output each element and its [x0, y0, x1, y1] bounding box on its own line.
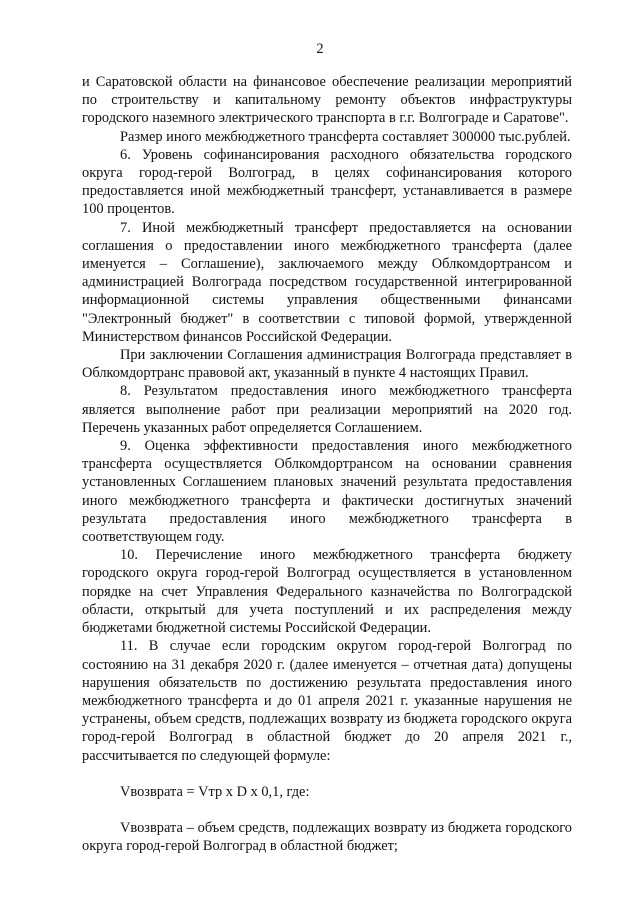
- paragraph-continuation: и Саратовской области на финансовое обеспечение реализации мероприятий по строительству и капитальному ремонту объектов инфраструктуры городского наземного электрического транспорта в г.г. Волгограде и Саратове".: [82, 74, 572, 127]
- paragraph-7-note: При заключении Соглашения администрация Волгограда представляет в Облкомдортранс правовой акт, указанный в пункте 4 настоящих Правил.: [82, 347, 572, 382]
- paragraph-6: 6. Уровень софинансирования расходного обязательства городского округа город-герой Волгоград, в целях софинансирования которого предоставляется иной межбюджетный трансферт, устанавливается в размере 100 процентов.: [82, 146, 572, 218]
- formula-definition: Vвозврата – объем средств, подлежащих возврату из бюджета городского округа город-герой Волгоград в областной бюджет;: [82, 819, 572, 855]
- paragraph-transfer-amount: Размер иного межбюджетного трансферта составляет 300000 тыс.рублей.: [120, 128, 571, 145]
- formula: Vвозврата = Vтр x D x 0,1, где:: [120, 783, 310, 800]
- paragraph-7: 7. Иной межбюджетный трансферт предоставляется на основании соглашения о предоставлении иного межбюджетного трансферта (далее именуется – Соглашение), заключаемого между Облкомдортрансом и администрацией Волгограда посредством государственной интегрированной информационной системы управления общественными финансами "Электронный бюджет" в соответствии с типовой формой, утвержденной Министерством финансов Российской Федерации.: [82, 219, 572, 345]
- paragraph-8: 8. Результатом предоставления иного межбюджетного трансферта является выполнение работ при реализации мероприятий на 2020 год. Перечень указанных работ определяется Соглашением.: [82, 383, 572, 436]
- paragraph-11: 11. В случае если городским округом город-герой Волгоград по состоянию на 31 декабря 2020 г. (далее именуется – отчетная дата) допущены нарушения обязательств по достижению результата предоставления иного межбюджетного трансферта и до 01 апреля 2021 г. указанные нарушения не устранены, объем средств, подлежащих возврату из бюджета городского округа город-герой Волгоград в областной бюджет до 20 апреля 2021 г., рассчитывается по следующей формуле:: [82, 638, 572, 764]
- paragraph-9: 9. Оценка эффективности предоставления иного межбюджетного трансферта осуществляется Облкомдортрансом на основании сравнения установленных Соглашением плановых значений результата предоставления иного межбюджетного трансферта и фактически достигнутых значений результата предоставления иного межбюджетного трансферта в соответствующем году.: [82, 438, 572, 546]
- page-number: 2: [316, 41, 324, 57]
- document-body: [82, 73, 572, 855]
- paragraph-10: 10. Перечисление иного межбюджетного трансферта бюджету городского округа город-герой Волгоград осуществляется в установленном порядке на счет Управления Федерального казначейства по Волгоградской области, открытый для учета поступлений и их распределения между бюджетами бюджетной системы Российской Федерации.: [82, 547, 572, 637]
